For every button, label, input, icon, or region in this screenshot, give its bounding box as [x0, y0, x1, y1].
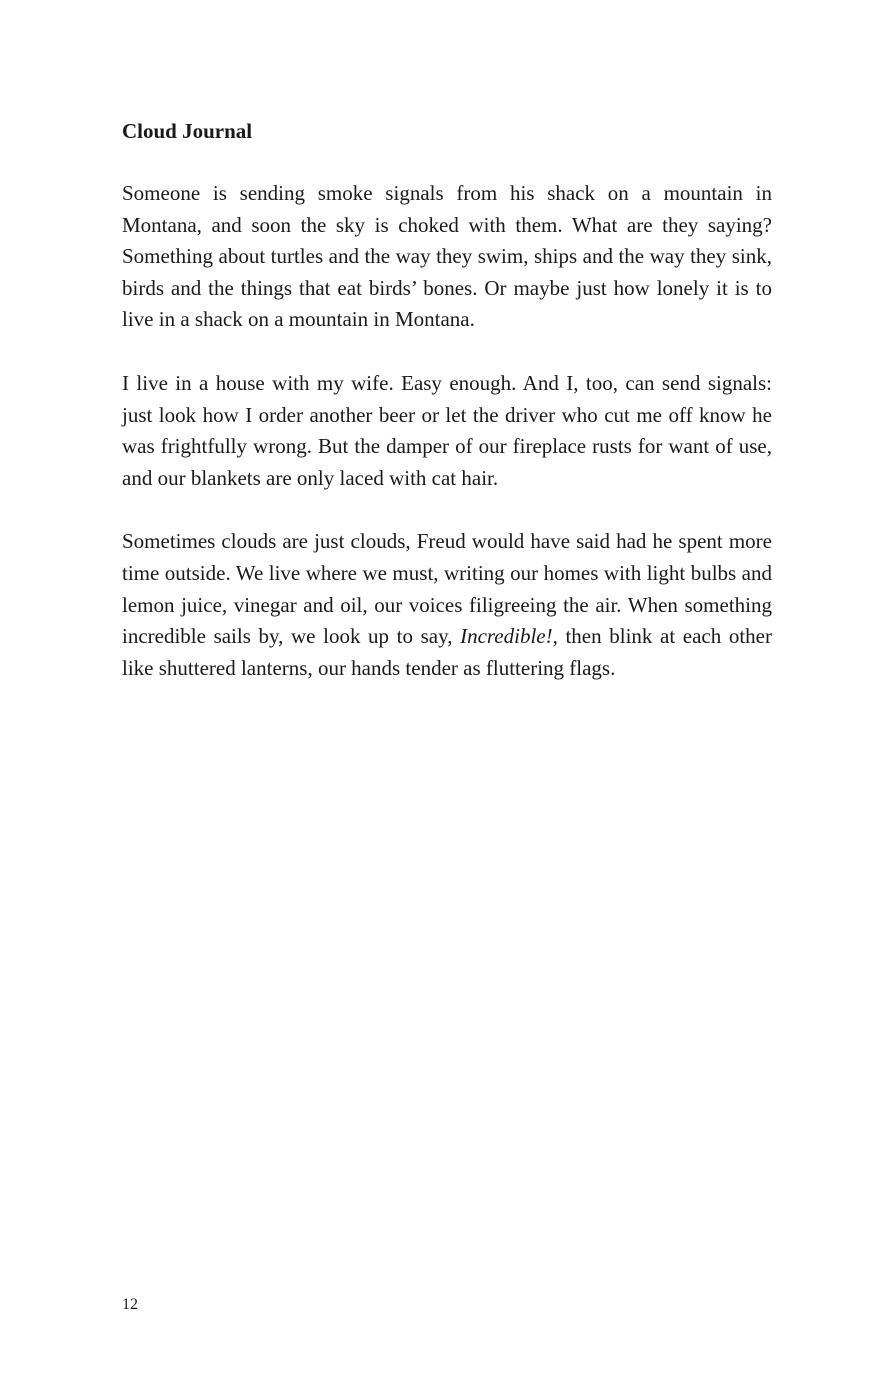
poem-body: [122, 178, 772, 716]
paragraph-2: I live in a house with my wife. Easy enough. And I, too, can send signals: just look how I order another beer or let the driver who cut me off know he was frightfully wrong. But the damper of our fireplace rusts for want of use, and our blankets are only laced with cat hair.: [122, 370, 772, 490]
paragraph-3-emphasis: Incredible!: [460, 624, 553, 649]
paragraph-1: Someone is sending smoke signals from his shack on a mountain in Montana, and soon the sky is choked with them. What are they saying? Something about turtles and the way they swim, ships and the way they sink, birds and the things that eat birds’ bones. Or maybe just how lonely it is to live in a shack on a mountain in Montana.: [122, 181, 772, 332]
paragraph-3-text-after: , then blink at each other like shuttered lanterns, our hands tender as fluttering flags.: [122, 624, 772, 680]
paragraph-3-text-before: Sometimes clouds are just clouds, Freud would have said had he spent more time outside. We live where we must, writing our homes with light bulbs and lemon juice, vinegar and oil, our voices filigreeing the air. When something incredible sails by, we look up to say,: [122, 529, 772, 649]
paragraph-3: [122, 526, 772, 684]
poem-title: Cloud Journal: [122, 119, 253, 143]
page-number: 12: [122, 1296, 138, 1313]
